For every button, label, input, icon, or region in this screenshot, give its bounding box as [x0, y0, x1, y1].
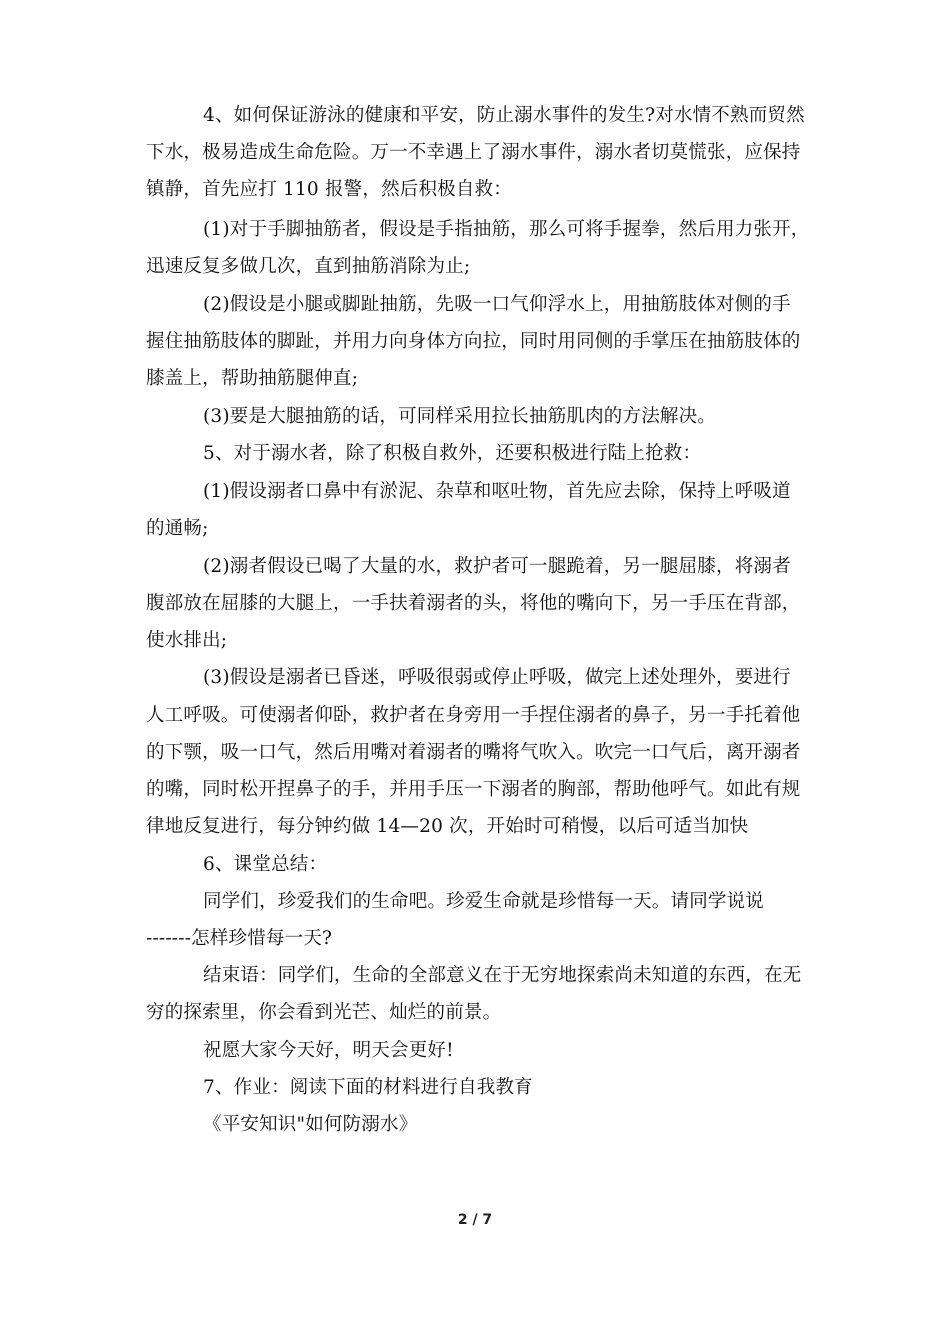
text-line: 人工呼吸。可使溺者仰卧，救护者在身旁用一手捏住溺者的鼻子，另一手托着他 — [146, 705, 801, 726]
text-line: 膝盖上，帮助抽筋腿伸直; — [146, 368, 359, 389]
text-line: 同学们，珍爱我们的生命吧。珍爱生命就是珍惜每一天。请同学说说 — [203, 891, 765, 912]
text-line: 的下颚，吸一口气，然后用嘴对着溺者的嘴将气吹入。吹完一口气后，离开溺者 — [146, 742, 801, 763]
text-line: (2)溺者假设已喝了大量的水，救护者可一腿跪着，另一腿屈膝，将溺者 — [203, 556, 791, 577]
text-line: (1)对于手脚抽筋者，假设是手指抽筋，那么可将手握拳，然后用力张开， — [203, 219, 810, 240]
text-line: 7、作业：阅读下面的材料进行自我教育 — [203, 1077, 533, 1098]
text-line: 镇静，首先应打 110 报警，然后积极自救： — [146, 179, 512, 200]
text-line: 结束语：同学们，生命的全部意义在于无穷地探索尚未知道的东西，在无 — [203, 965, 802, 986]
text-line: 迅速反复多做几次，直到抽筋消除为止; — [146, 256, 471, 277]
text-line: 使水排出; — [146, 630, 228, 651]
text-line: 5、对于溺水者，除了积极自救外，还要积极进行陆上抢救： — [203, 443, 702, 464]
text-line: (1)假设溺者口鼻中有淤泥、杂草和呕吐物，首先应去除，保持上呼吸道 — [203, 481, 791, 502]
text-line: 4、如何保证游泳的健康和平安，防止溺水事件的发生?对水情不熟而贸然 — [203, 105, 805, 126]
text-line: 下水，极易造成生命危险。万一不幸遇上了溺水事件，溺水者切莫慌张，应保持 — [146, 142, 801, 163]
text-line: (3)要是大腿抽筋的话，可同样采用拉长抽筋肌肉的方法解决。 — [203, 406, 717, 427]
text-line: 腹部放在屈膝的大腿上，一手扶着溺者的头，将他的嘴向下，另一手压在背部， — [146, 593, 801, 614]
text-line: -------怎样珍惜每一天? — [146, 928, 333, 949]
text-line: 祝愿大家今天好，明天会更好! — [203, 1040, 454, 1061]
text-line: 握住抽筋肢体的脚趾，并用力向身体方向拉，同时用同侧的手掌压在抽筋肢体的 — [146, 331, 801, 352]
text-line: 《平安知识"如何防溺水》 — [203, 1114, 418, 1135]
text-line: 6、课堂总结： — [203, 854, 328, 875]
page-number: 2 / 7 — [457, 1212, 493, 1228]
text-line: 的嘴，同时松开捏鼻子的手，并用手压一下溺者的胸部，帮助他呼气。如此有规 — [146, 779, 801, 800]
text-line: 律地反复进行，每分钟约做 14—20 次，开始时可稍慢，以后可适当加快 — [146, 816, 749, 837]
text-line: 的通畅; — [146, 518, 209, 539]
text-line: 穷的探索里，你会看到光芒、灿烂的前景。 — [146, 1002, 502, 1023]
text-line: (3)假设是溺者已昏迷，呼吸很弱或停止呼吸，做完上述处理外，要进行 — [203, 667, 791, 688]
text-line: (2)假设是小腿或脚趾抽筋，先吸一口气仰浮水上，用抽筋肢体对侧的手 — [203, 294, 791, 315]
